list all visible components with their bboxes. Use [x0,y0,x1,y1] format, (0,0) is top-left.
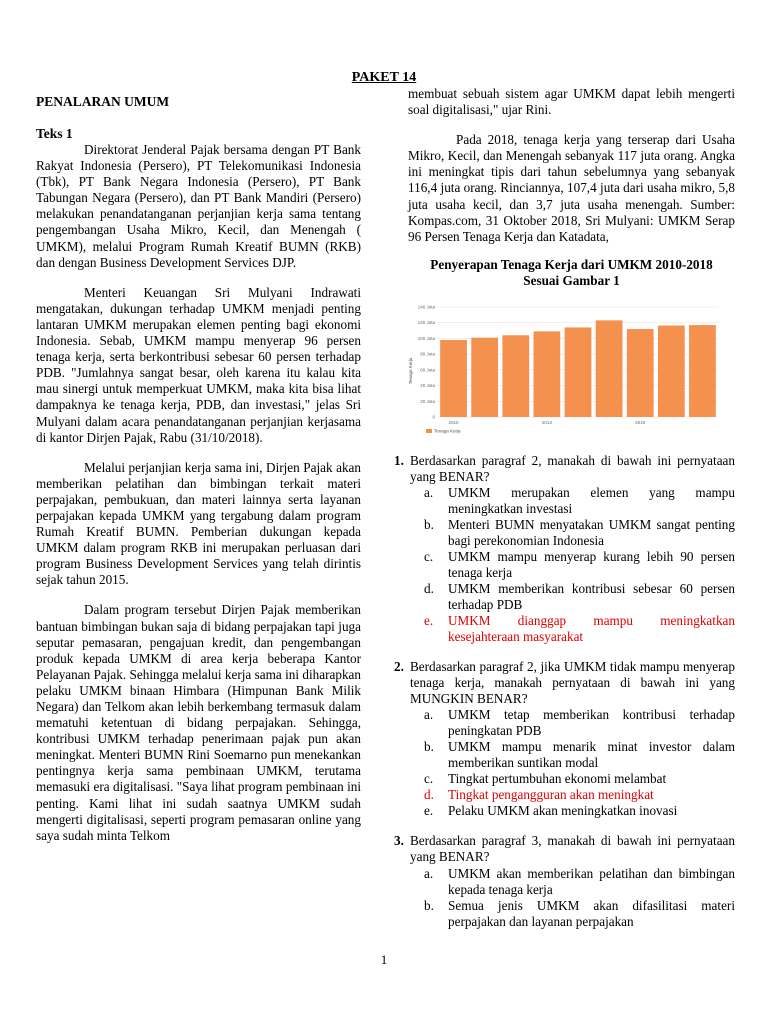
bar-2016 [627,329,654,417]
legend-swatch [426,429,432,433]
answer-option [408,866,735,898]
y-axis-label: Tenaga Kerja [408,357,413,385]
x-tick-label: 2016 [635,419,646,425]
option-text: UMKM merupakan elemen yang mampu meningkatkan investasi [448,485,735,517]
text-heading: Teks 1 [36,126,73,141]
paragraph-1: Direktorat Jenderal Pajak bersama dengan PT Bank Rakyat Indonesia (Persero), PT Telekomunikasi Indonesia (Tbk), PT Bank Negara Indonesia (Persero), PT Bank Tabungan Negara (Persero), dan PT Bank Mandiri (Persero) melakukan penandatanganan perjanjian kerja sama tentang pengembangan Usaha Mikro, Kecil, dan Menengah ( UMKM), melalui Program Rumah Kreatif BUMN (RKB) dan dengan Business Development Services DJP. [36,142,361,270]
x-tick-label: 2013 [541,419,552,425]
option-key: b. [424,739,434,755]
labor-absorption-bar-chart [408,299,728,439]
y-tick-label: 120 Juta [417,320,435,326]
y-tick-label: 80 Juta [420,351,435,357]
answer-option [408,898,735,930]
option-text: Pelaku UMKM akan meningkatkan inovasi [448,803,678,819]
bar-2012 [502,335,529,417]
option-text: UMKM dianggap mampu meningkatkan kesejahteraan masyarakat [448,613,735,645]
bar-2018 [689,325,716,417]
paragraph-4: Dalam program tersebut Dirjen Pajak memberikan bantuan bimbingan bukan saja di bidang perpajakan tapi juga seputar pemasaran, pengajuan kredit, dan pengembangan produk kepada UMKM di area kerja beberapa Kantor Pelayanan Pajak. Sehingga melalui kerja sama ini diharapkan pelaku UMKM binaan Himbara (Himpunan Bank Milik Negara) dan Telkom akan lebih berkembang termasuk dalam mematuhi ketentuan di bidang perpajakan. Sehingga, kontribusi UMKM terhadap penerimaan pajak pun akan meningkat. Menteri BUMN Rini Soemarno pun menekankan pentingnya kerja sama pembinaan UMKM, terutama memasuki era digitalisasi. "Saya lihat program pembinaan ini penting. Kami lihat ini sudah saatnya UMKM sudah mengerti digitalisasi, seperti program pemasaran online yang saya sudah minta Telkom [36,602,361,843]
left-column [36,94,361,844]
answer-option [408,707,735,739]
answer-option [408,803,735,819]
paragraph-3: Melalui perjanjian kerja sama ini, Dirjen Pajak akan memberikan pelatihan dan bimbingan terkait materi perpajakan, pembukuan, dan materi lainnya serta layanan perpajakan kepada UMKM yang tergabung dalam program Rumah Kreatif BUMN. Pemberian dukungan kepada UMKM dalam program RKB ini merupakan perluasan dari program Business Development Services yang telah dirintis sejak tahun 2015. [36,459,361,588]
answer-option [408,771,735,787]
question-text: Berdasarkan paragraf 2, jika UMKM tidak mampu menyerap tenaga kerja, manakah pernyataan di bawah ini yang MUNGKIN BENAR? [410,659,735,707]
option-key: c. [424,771,434,787]
option-text: Tingkat pertumbuhan ekonomi melambat [448,771,667,787]
answer-option [408,613,735,645]
bar-2011 [471,337,498,416]
option-text: UMKM akan memberikan pelatihan dan bimbingan kepada tenaga kerja [448,865,735,897]
question-list [394,452,735,930]
option-key: e. [424,803,434,819]
option-key: e. [424,613,434,629]
question-2 [394,659,735,819]
right-column [394,86,735,930]
section-heading: PENALARAN UMUM [36,94,170,109]
bar-2015 [596,320,623,417]
x-tick-label: 2010 [448,419,459,425]
paragraph-2: Menteri Keuangan Sri Mulyani Indrawati mengatakan, dukungan terhadap UMKM menjadi penting lantaran UMKM merupakan elemen penting bagi ekonomi Indonesia. Sebab, UMKM mampu menyerap 96 persen tenaga kerja, serta berkontribusi sebesar 60 persen terhadap PDB. "Jumlahnya sangat besar, oleh karena itu kalau kita mau sinergi untuk memperkuat UMKM, maka kita bisa lihat dampaknya ke tenaga kerja, PDB, dan investasi," jelas Sri Mulyani dalam acara penandatanganan perjanjian kerjasama di kantor Dirjen Pajak, Rabu (31/10/2018). [36,284,361,445]
option-text: UMKM mampu menyerap kurang lebih 90 persen tenaga kerja [448,549,735,581]
question-number: 1. [394,452,404,468]
answer-option [408,485,735,517]
y-tick-label: 20 Juta [420,398,435,404]
y-tick-label: 60 Juta [420,367,435,373]
bar-2017 [658,325,685,416]
legend-label: Tenaga Kerja [434,428,461,434]
question-text: Berdasarkan paragraf 2, manakah di bawah ini pernyataan yang BENAR? [410,452,735,484]
y-tick-label: 40 Juta [420,382,435,388]
option-key: b. [424,517,434,533]
option-text: UMKM memberikan kontribusi sebesar 60 persen terhadap PDB [448,581,735,613]
chart-caption [408,257,735,289]
option-key: d. [424,581,434,597]
option-text: UMKM tetap memberikan kontribusi terhadap peningkatan PDB [448,707,735,739]
chart-caption-line-1: Penyerapan Tenaga Kerja dari UMKM 2010-2018 [430,256,713,272]
option-text: UMKM mampu menarik minat investor dalam memberikan suntikan modal [448,739,735,771]
question-number: 2. [394,659,404,675]
page-number: 1 [380,952,388,967]
option-text: Menteri BUMN menyatakan UMKM sangat penting bagi perekonomian Indonesia [448,517,735,549]
answer-option [408,787,735,803]
answer-option [408,517,735,549]
option-key: d. [424,787,434,803]
option-key: a. [424,865,434,881]
question-3 [394,833,735,929]
answer-option [408,739,735,771]
question-text: Berdasarkan paragraf 3, manakah di bawah ini pernyataan yang BENAR? [410,833,735,865]
option-key: a. [424,485,434,501]
option-text: Semua jenis UMKM akan difasilitasi materi perpajakan dan layanan perpajakan [448,897,735,929]
bar-2014 [565,327,592,417]
option-key: c. [424,549,434,565]
answer-option [408,581,735,613]
paragraph-4-continued: membuat sebuah sistem agar UMKM dapat lebih mengerti soal digitalisasi," ujar Rini. [408,86,735,118]
y-tick-label: 140 Juta [417,304,435,310]
y-tick-label: 100 Juta [417,335,435,341]
option-key: a. [424,707,434,723]
bar-2010 [440,340,467,417]
y-tick-label: 0 [432,414,435,420]
page-title: PAKET 14 [351,70,417,85]
question-number: 3. [394,833,404,849]
bar-2013 [534,331,561,417]
option-key: b. [424,897,434,913]
option-text: Tingkat pengangguran akan meningkat [448,787,654,803]
answer-option [408,549,735,581]
paragraph-5: Pada 2018, tenaga kerja yang terserap dari Usaha Mikro, Kecil, dan Menengah sebanyak 117 juta orang. Angka ini meningkat tipis dari tahun sebelumnya yang sebanyak 116,4 juta orang. Rinciannya, 107,4 juta dari usaha mikro, 5,8 juta usaha kecil, dan 3,7 juta usaha menengah. Sumber: Kompas.com, 31 Oktober 2018, Sri Mulyani: UMKM Serap 96 Persen Tenaga Kerja dan Katadata, [408,132,735,244]
question-1 [394,452,735,645]
chart-caption-line-2: Sesuai Gambar 1 [523,272,620,288]
